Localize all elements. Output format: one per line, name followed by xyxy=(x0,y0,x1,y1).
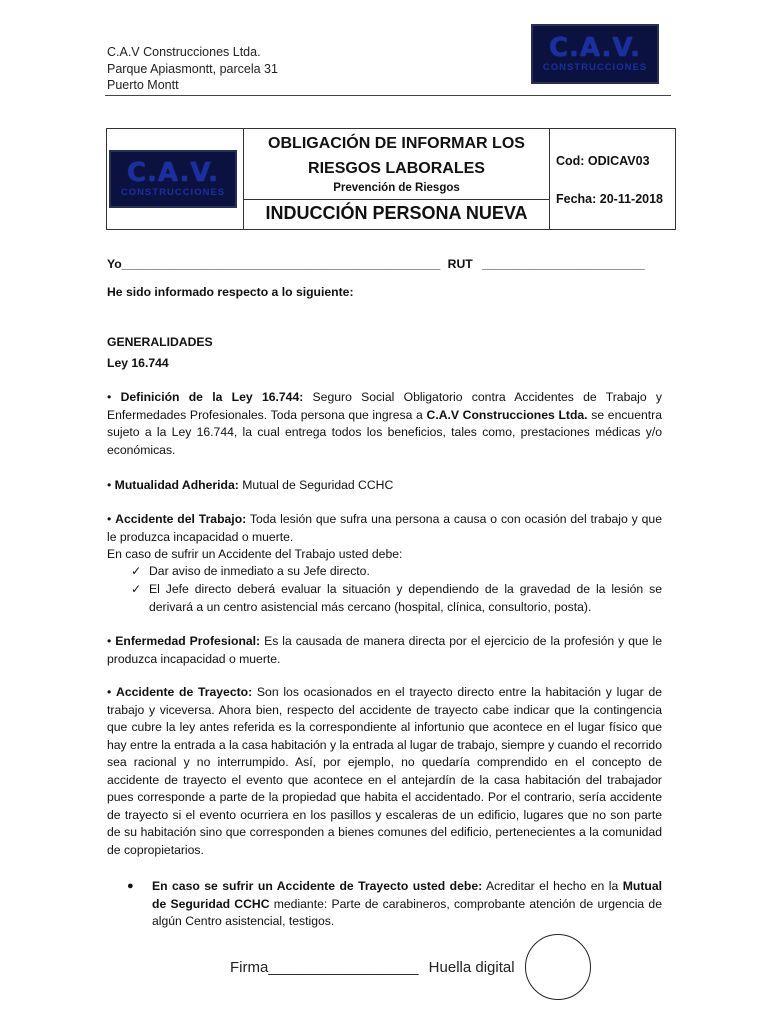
company-logo-table xyxy=(109,150,237,208)
bullet: • xyxy=(107,634,112,648)
definition-text-1: Seguro Social Obligatorio contra Accidentes de Trabajo y Enfermedades Profesionales. Toda persona que ingresa a xyxy=(107,390,662,422)
check-item-2 xyxy=(131,581,662,616)
commute-label: Accidente de Trayecto: xyxy=(116,685,253,699)
work-accident-label: Accidente del Trabajo: xyxy=(115,512,247,526)
bullet: • xyxy=(107,390,112,404)
checkmark-icon: ✓ xyxy=(131,564,142,578)
mutual-text: Mutual de Seguridad CCHC xyxy=(238,478,394,492)
paragraph-commute-accident xyxy=(107,684,662,859)
yo-label: Yo xyxy=(107,257,122,271)
bullet: • xyxy=(107,478,112,492)
fingerprint-label: Huella digital xyxy=(428,959,515,976)
logo-main-text: C.A.V. xyxy=(548,32,642,63)
mutual-label: Mutualidad Adherida: xyxy=(114,478,239,492)
paragraph-work-accident xyxy=(107,511,662,564)
bullet-dot: ● xyxy=(127,880,134,892)
bullet: • xyxy=(107,512,112,526)
commute-instructions-text-1: Acreditar el hecho en la xyxy=(482,879,623,893)
checkmark-icon: ✓ xyxy=(131,582,142,596)
paragraph-definition xyxy=(107,389,662,459)
check-item-1 xyxy=(131,563,661,581)
section-heading: GENERALIDADES xyxy=(107,335,213,349)
signature-label: Firma xyxy=(230,959,269,976)
definition-label: Definición de la Ley 16.744: xyxy=(120,390,304,404)
work-accident-text: Toda lesión que sufra una persona a causa o con ocasión del trabajo y que le produzca incapacidad o muerte. xyxy=(107,512,662,544)
identity-line xyxy=(107,256,645,274)
signature-line xyxy=(230,959,515,976)
definition-company: C.A.V Construcciones Ltda. xyxy=(426,407,588,422)
rut-blank[interactable]: ________________________ xyxy=(482,257,645,271)
logo-main-text: C.A.V. xyxy=(126,157,220,188)
fingerprint-circle[interactable] xyxy=(525,934,591,1000)
table-divider-right xyxy=(549,128,550,230)
check-item-2-text: El Jefe directo deberá evaluar la situación y dependiendo de la gravedad de la lesión se derivará a un centro asistencial más cercano (hospital, clínica, consultorio, posta). xyxy=(149,582,662,614)
document-title xyxy=(244,131,549,181)
signature-blank[interactable]: __________________ xyxy=(268,959,419,976)
commute-instructions-text-2: mediante: Parte de carabineros, comprobante atención de urgencia de algún Centro asistencial, testigos. xyxy=(152,896,662,928)
intro-text: He sido informado respecto a lo siguiente: xyxy=(107,285,354,299)
title-line-2: RIESGOS LABORALES xyxy=(308,160,485,177)
logo-sub-text: CONSTRUCCIONES xyxy=(542,61,648,73)
document-code: Cod: ODICAV03 xyxy=(556,154,650,168)
company-city: Puerto Montt xyxy=(107,78,179,92)
commute-text: Son los ocasionados en el trayecto directo entre la habitación y lugar de trabajo y viceversa. Ahora bien, respecto del accidente de trayecto cabe indicar que la contingencia que cubre la ley antes referida es la correspondiente al infortunio que acontece en el lugar físico que hay entre la entrada a la casa habitación y la entrada al lugar de trabajo, siempre y cuando el recorrido sea racional y no interrumpido. Así, por ejemplo, no quedaría comprendido en el concepto de accidente de trayecto el evento que acontece en el antejardín de la casa habitación del trabajador pues corresponde a parte de la propiedad que habita el accidentado. Por el contrario, sería accidente de trayecto si el evento ocurriera en los pasillos y escaleras de un edificio, lugares que no son parte de su habitación sino que corresponden a bienes comunes del edificio, pertenecientes a la comunidad de copropietarios. xyxy=(107,685,663,857)
document-title-2: INDUCCIÓN PERSONA NUEVA xyxy=(265,203,528,223)
rut-label: RUT xyxy=(447,257,473,271)
yo-blank[interactable]: _______________________________________________ xyxy=(121,257,441,271)
document-date: Fecha: 20-11-2018 xyxy=(556,192,664,206)
title-line-1: OBLIGACIÓN DE INFORMAR LOS xyxy=(268,135,525,152)
check-item-1-text: Dar aviso de inmediato a su Jefe directo. xyxy=(149,564,370,578)
paragraph-commute-instructions xyxy=(152,878,662,931)
company-name: C.A.V Construcciones Ltda. xyxy=(107,45,261,59)
company-logo-top xyxy=(531,24,659,84)
logo-sub-text: CONSTRUCCIONES xyxy=(120,186,226,198)
disease-label: Enfermedad Profesional: xyxy=(115,634,261,648)
law-number: Ley 16.744 xyxy=(107,356,169,370)
paragraph-mutual xyxy=(107,477,662,495)
document-subtitle: Prevención de Riesgos xyxy=(333,182,460,194)
letterhead-address xyxy=(107,44,278,94)
bullet: • xyxy=(107,685,112,699)
paragraph-occupational-disease xyxy=(107,633,662,668)
commute-instructions-label: En caso se sufrir un Accidente de Trayecto usted debe: xyxy=(152,879,483,893)
commute-instructions-mutual: Mutual de Seguridad CCHC xyxy=(152,879,662,911)
title-divider xyxy=(244,199,550,200)
work-accident-instruction: En caso de sufrir un Accidente del Trabajo usted debe: xyxy=(107,547,403,561)
definition-text-2: se encuentra sujeto a la Ley 16.744, la cual entrega todos los beneficios, tales como, prestaciones médicas y/o económicas. xyxy=(107,407,662,457)
disease-text: Es la causada de manera directa por el ejercicio de la profesión y que le produzca incapacidad o muerte. xyxy=(107,634,662,666)
letterhead-divider xyxy=(105,95,671,96)
company-address: Parque Apiasmontt, parcela 31 xyxy=(107,61,278,76)
